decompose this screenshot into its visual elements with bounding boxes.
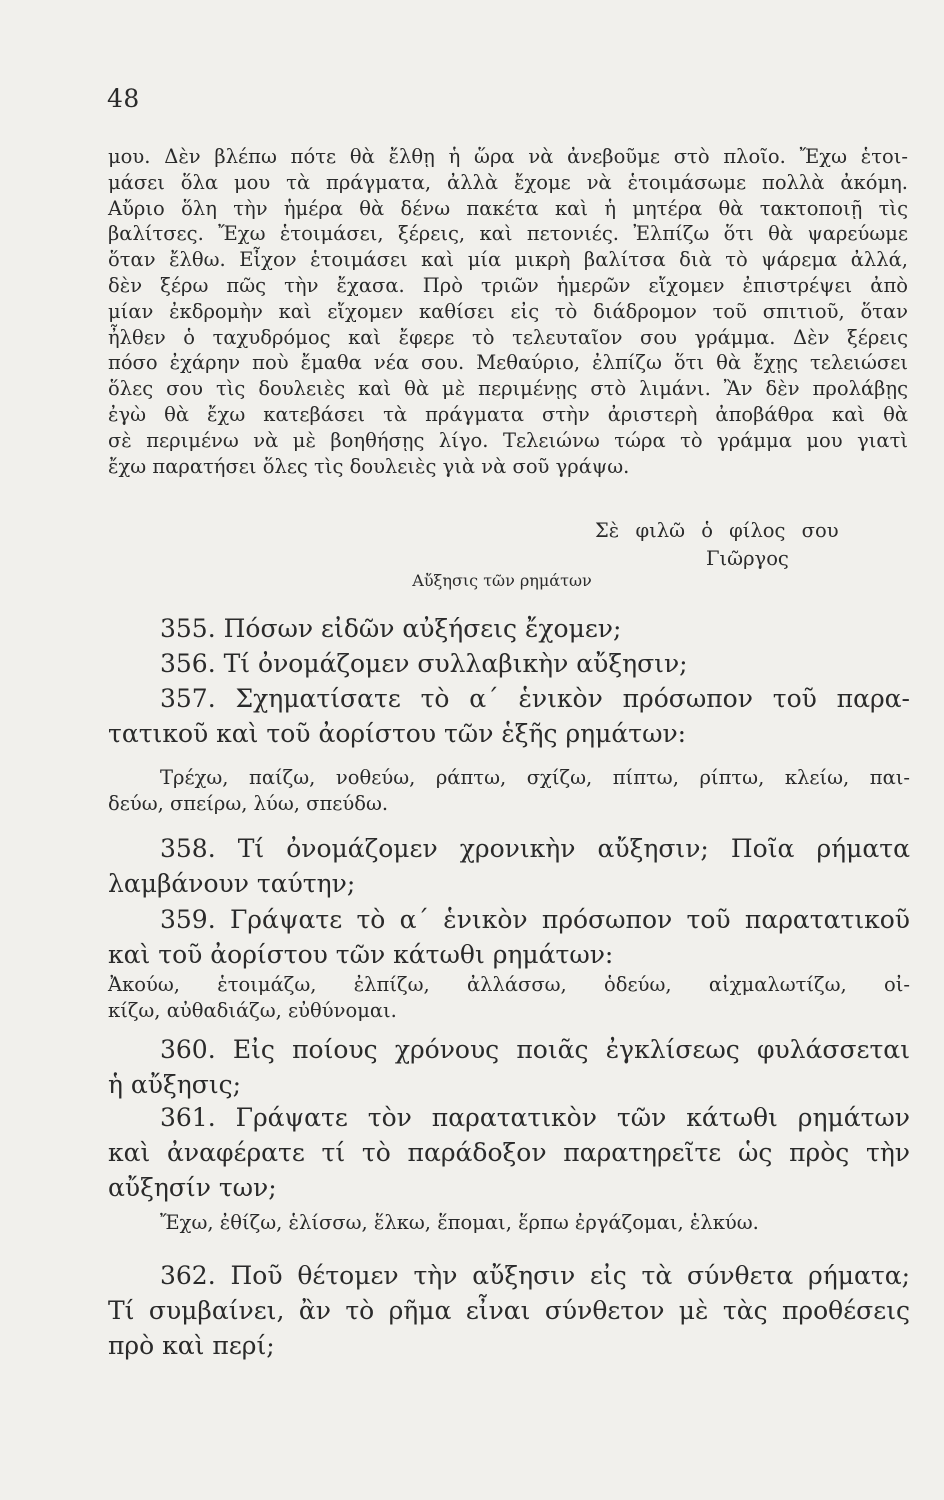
question-line: καὶ ἀναφέρατε τί τὸ παράδοξον παρατηρεῖτε ὡς πρὸς τὴν [108, 1138, 910, 1167]
letter-line: Αὔριο ὅλη τὴν ἡμέρα θὰ δένω πακέτα καὶ ἡ μητέρα θὰ τακτοποιῇ τὶς [108, 196, 908, 220]
question-line: 358. Τί ὀνομάζομεν χρονικὴν αὔξησιν; Ποῖα ρήματα [160, 834, 910, 863]
question-355 [108, 611, 910, 646]
letter-line: ἦλθεν ὁ ταχυδρόμος καὶ ἔφερε τὸ τελευταῖον σου γράμμα. Δὲν ξέρεις [108, 325, 908, 349]
question-357 [108, 681, 910, 751]
question-line: αὔξησίν των; [108, 1173, 277, 1202]
letter-text [108, 144, 908, 479]
letter-line: σὲ περιμένω νὰ μὲ βοηθήσῃς λίγο. Τελειώνω τώρα τὸ γράμμα μου γιατὶ [108, 428, 908, 452]
word-list-line: Ἀκούω, ἑτοιμάζω, ἐλπίζω, ἀλλάσσω, ὁδεύω, αἰχμαλωτίζω, οἰ- [108, 973, 910, 996]
letter-closing: Σὲ φιλῶ ὁ φίλος σου [595, 519, 839, 542]
question-line: 362. Ποῦ θέτομεν τὴν αὔξησιν εἰς τὰ σύνθετα ρήματα; [160, 1261, 910, 1290]
question-line: λαμβάνουν ταύτην; [108, 869, 356, 898]
question-line: καὶ τοῦ ἀορίστου τῶν κάτωθι ρημάτων: [108, 940, 614, 969]
word-list-357 [108, 765, 910, 817]
letter-line: ἐγὼ θὰ ἔχω κατεβάσει τὰ πράγματα στὴν ἀριστερὴ ἀποβάθρα καὶ θὰ [108, 402, 908, 426]
question-356 [108, 646, 910, 681]
letter-line: μίαν ἐκδρομὴν καὶ εἴχομεν καθίσει εἰς τὸ διάδρομον τοῦ σπιτιοῦ, ὅταν [108, 299, 908, 323]
question-line: 359. Γράψατε τὸ α΄ ἑνικὸν πρόσωπον τοῦ παρατατικοῦ [160, 905, 910, 934]
question-line: πρὸ καὶ περί; [108, 1331, 275, 1360]
section-heading: Αὔξησις τῶν ρημάτων [412, 571, 592, 590]
question-361 [108, 1100, 910, 1205]
letter-line: μάσει ὅλα μου τὰ πράγματα, ἀλλὰ ἔχομε νὰ ἑτοιμάσωμε πολλὰ ἀκόμη. [108, 170, 908, 194]
page-number: 48 [107, 84, 140, 113]
word-list-line: δεύω, σπείρω, λύω, σπεύδω. [108, 792, 389, 815]
word-list-line: Τρέχω, παίζω, νοθεύω, ράπτω, σχίζω, πίπτω, ρίπτω, κλείω, παι- [160, 766, 910, 789]
question-line: 357. Σχηματίσατε τὸ α΄ ἑνικὸν πρόσωπον τοῦ παρα- [160, 684, 910, 713]
letter-line: ὅταν ἔλθω. Εἶχον ἑτοιμάσει καὶ μία μικρὴ βαλίτσα διὰ τὸ ψάρεμα ἀλλά, [108, 248, 908, 272]
letter-line: ὅλες σου τὶς δουλειὲς καὶ θὰ μὲ περιμένῃς στὸ λιμάνι. Ἂν δὲν προλάβῃς [108, 377, 908, 401]
letter-line: δὲν ξέρω πῶς τὴν ἔχασα. Πρὸ τριῶν ἡμερῶν εἴχομεν ἐπιστρέψει ἀπὸ [108, 273, 908, 297]
word-list-line: Ἔχω, ἐθίζω, ἑλίσσω, ἕλκω, ἕπομαι, ἕρπω ἐργάζομαι, ἑλκύω. [160, 1211, 759, 1234]
word-list-359 [108, 972, 910, 1024]
question-line: 360. Εἰς ποίους χρόνους ποιᾶς ἐγκλίσεως φυλάσσεται [160, 1035, 910, 1064]
question-line: 361. Γράψατε τὸν παρατατικὸν τῶν κάτωθι ρημάτων [160, 1103, 910, 1132]
letter-line: πόσο ἐχάρην ποὺ ἔμαθα νέα σου. Μεθαύριο, ἐλπίζω ὅτι θὰ ἔχῃς τελειώσει [108, 351, 908, 375]
question-line: 355. Πόσων εἰδῶν αὐξήσεις ἔχομεν; [160, 614, 622, 643]
letter-signature: Γιῶργος [706, 547, 789, 570]
question-line: 356. Τί ὀνομάζομεν συλλαβικὴν αὔξησιν; [160, 649, 688, 678]
question-359 [108, 902, 910, 972]
word-list-line: κίζω, αὐθαδιάζω, εὐθύνομαι. [108, 999, 397, 1022]
question-358 [108, 831, 910, 901]
question-line: Τί συμβαίνει, ἂν τὸ ρῆμα εἶναι σύνθετον μὲ τὰς προθέσεις [108, 1296, 910, 1325]
question-line: ἡ αὔξησις; [108, 1070, 242, 1099]
letter-line: ἔχω παρατήσει ὅλες τὶς δουλειὲς γιὰ νὰ σοῦ γράψω. [108, 454, 630, 478]
question-line: τατικοῦ καὶ τοῦ ἀορίστου τῶν ἑξῆς ρημάτων: [108, 719, 687, 748]
question-360 [108, 1032, 910, 1102]
question-362 [108, 1258, 910, 1363]
letter-line: βαλίτσες. Ἔχω ἑτοιμάσει, ξέρεις, καὶ πετονιές. Ἐλπίζω ὅτι θὰ ψαρεύωμε [108, 222, 908, 246]
letter-line: μου. Δὲν βλέπω πότε θὰ ἔλθῃ ἡ ὥρα νὰ ἀνεβοῦμε στὸ πλοῖο. Ἔχω ἑτοι- [108, 145, 908, 168]
word-list-361 [108, 1210, 910, 1236]
